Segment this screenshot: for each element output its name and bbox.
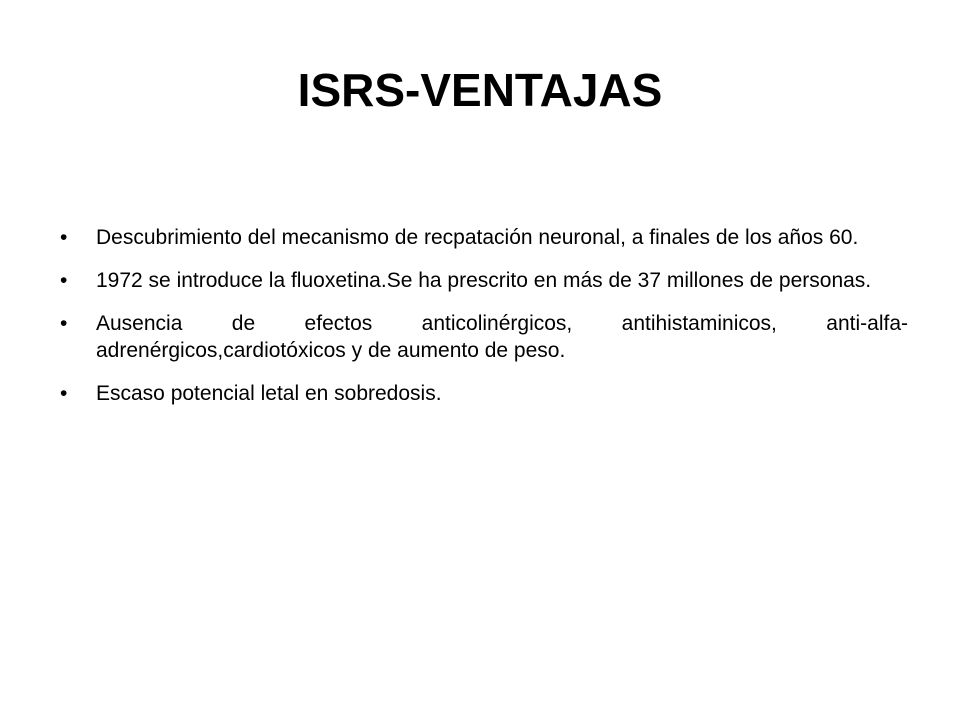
bullet-item	[60, 310, 908, 364]
bullet-dot-icon: •	[60, 382, 68, 405]
bullet-text: Escaso potencial letal en sobredosis.	[96, 382, 442, 405]
bullet-dot-icon: •	[60, 312, 68, 335]
bullet-item	[60, 224, 908, 251]
bullet-text: 1972 se introduce la fluoxetina.Se ha prescrito en más de 37 millones de personas.	[96, 269, 872, 292]
bullet-dot-icon: •	[60, 269, 68, 292]
bullet-text: Ausencia de efectos anticolinérgicos, antihistaminicos, anti-alfa-adrenérgicos,cardiotóxicos y de aumento de peso.	[96, 312, 908, 362]
bullet-dot-icon: •	[60, 226, 68, 249]
bullet-list	[60, 224, 908, 423]
bullet-text: Descubrimiento del mecanismo de recpatación neuronal, a finales de los años 60.	[96, 226, 859, 249]
bullet-item	[60, 267, 908, 294]
bullet-item	[60, 380, 908, 407]
slide-title: ISRS-VENTAJAS	[297, 64, 663, 116]
